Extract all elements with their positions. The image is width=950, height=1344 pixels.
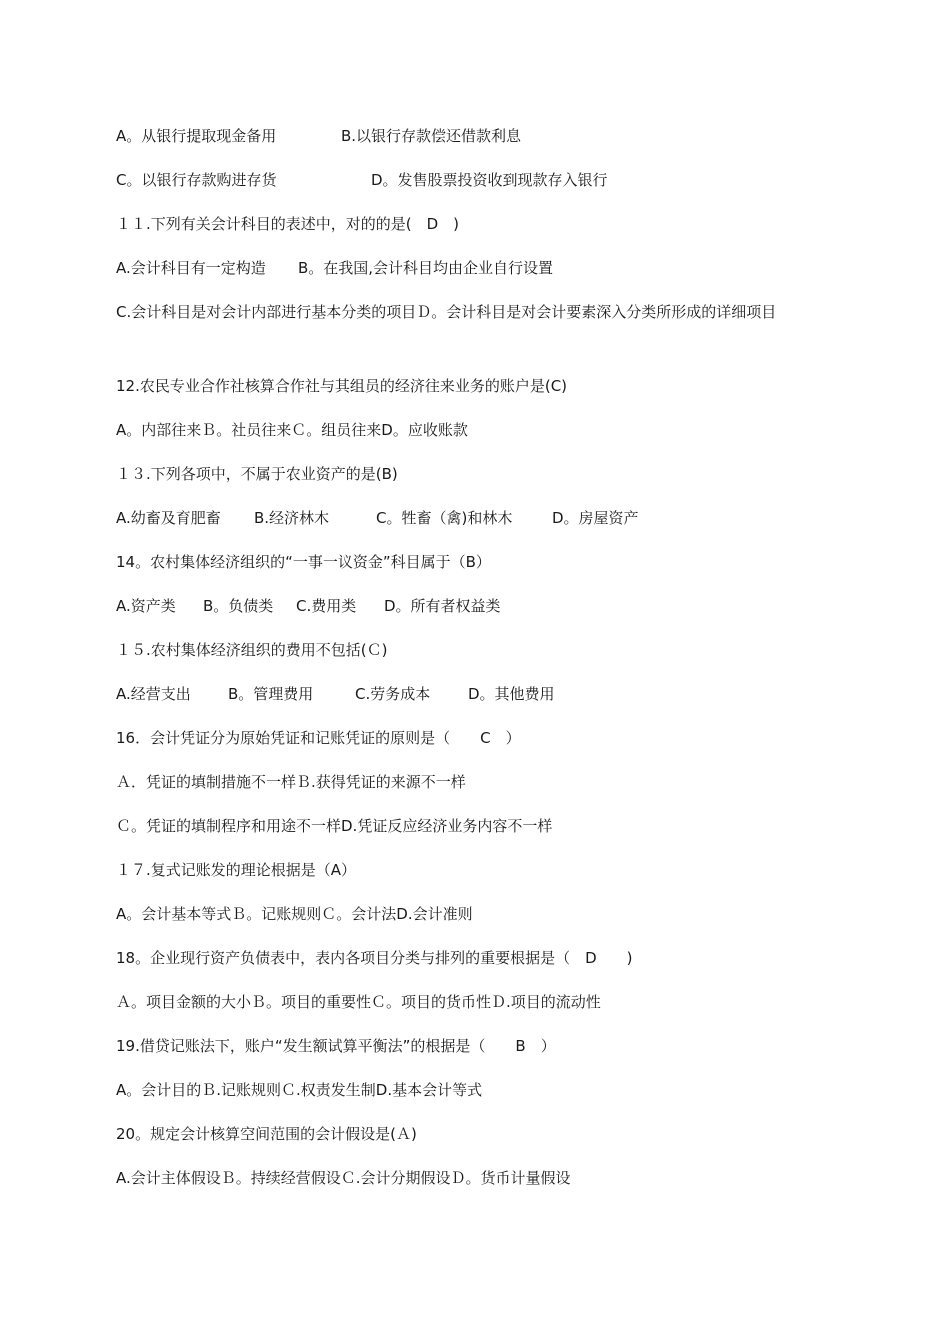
question-text: 16．会计凭证分为原始凭证和记账凭证的原则是（ C ） (116, 729, 521, 747)
option-a: A.经营支出 (116, 685, 191, 703)
options: A。内部往来Ｂ。社员往来Ｃ。组员往来D。应收账款 (116, 421, 468, 439)
question-option-line (116, 768, 850, 796)
option-a: A.会计科目有一定构造 (116, 259, 266, 277)
question-13 (116, 460, 850, 488)
question-text: 14。农村集体经济组织的“一事一议资金”科目属于（B） (116, 553, 491, 571)
question-text: 19.借贷记账法下，账户“发生额试算平衡法”的根据是（ B ） (116, 1037, 556, 1055)
question-option-line (116, 504, 850, 532)
option-c: C.劳务成本 (355, 685, 431, 703)
option-a: A.资产类 (116, 597, 176, 615)
question-19 (116, 1032, 850, 1060)
option-d: D。所有者权益类 (384, 597, 501, 615)
question-12 (116, 372, 850, 400)
question-16 (116, 724, 850, 752)
option-c: C.费用类 (296, 597, 357, 615)
options: A。会计基本等式Ｂ。记账规则Ｃ。会计法D.会计准则 (116, 905, 473, 923)
option-b: B。在我国,会计科目均由企业自行设置 (298, 259, 554, 277)
question-option-line (116, 254, 850, 282)
option-b: B.以银行存款偿还借款利息 (341, 127, 522, 145)
option-b: B.经济林木 (254, 509, 330, 527)
option-c: C。以银行存款购进存货 (116, 171, 277, 189)
question-11 (116, 210, 850, 238)
question-option-line (116, 900, 850, 928)
option-b: B。负债类 (203, 597, 274, 615)
question-text: １１.下列有关会计科目的表述中，对的的是( D ) (116, 215, 460, 233)
question-option-line (116, 988, 850, 1016)
question-option-line (116, 1076, 850, 1104)
options: Ａ。项目金额的大小Ｂ。项目的重要性Ｃ。项目的货币性Ｄ.项目的流动性 (116, 993, 601, 1011)
question-text: １５.农村集体经济组织的费用不包括(Ｃ) (116, 641, 388, 659)
question-text: 18。企业现行资产负债表中，表内各项目分类与排列的重要根据是（ D ) (116, 949, 633, 967)
option-a: A.幼畜及育肥畜 (116, 509, 221, 527)
options: Ｃ。凭证的填制程序和用途不一样D.凭证反应经济业务内容不一样 (116, 817, 553, 835)
option-c: C。牲畜（禽)和林木 (376, 509, 513, 527)
question-14 (116, 548, 850, 576)
options: A.会计主体假设Ｂ。持续经营假设Ｃ.会计分期假设Ｄ。货币计量假设 (116, 1169, 571, 1187)
question-option-line (116, 680, 850, 708)
question-option-line (116, 122, 850, 150)
question-20 (116, 1120, 850, 1148)
question-text: １７.复式记账发的理论根据是（A） (116, 861, 357, 879)
question-option-line (116, 416, 850, 444)
question-option-line (116, 1164, 850, 1192)
question-17 (116, 856, 850, 884)
options: A。会计目的Ｂ.记账规则Ｃ.权责发生制D.基本会计等式 (116, 1081, 483, 1099)
question-option-line (116, 298, 850, 326)
option-d: D。其他费用 (468, 685, 555, 703)
option-c-d: C.会计科目是对会计内部进行基本分类的项目Ｄ。会计科目是对会计要素深入分类所形成的详细项目 (116, 303, 777, 321)
question-text: １３.下列各项中，不属于农业资产的是(B) (116, 465, 398, 483)
question-18 (116, 944, 850, 972)
option-a: A。从银行提取现金备用 (116, 127, 277, 145)
option-b: B。管理费用 (228, 685, 314, 703)
question-option-line (116, 592, 850, 620)
question-text: 12.农民专业合作社核算合作社与其组员的经济往来业务的账户是(C) (116, 377, 568, 395)
question-option-line (116, 812, 850, 840)
question-text: 20。规定会计核算空间范围的会计假设是(Ａ) (116, 1125, 417, 1143)
options: Ａ．凭证的填制措施不一样Ｂ.获得凭证的来源不一样 (116, 773, 466, 791)
question-option-line (116, 166, 850, 194)
option-d: D。发售股票投资收到现款存入银行 (371, 171, 608, 189)
option-d: D。房屋资产 (552, 509, 639, 527)
question-15 (116, 636, 850, 664)
